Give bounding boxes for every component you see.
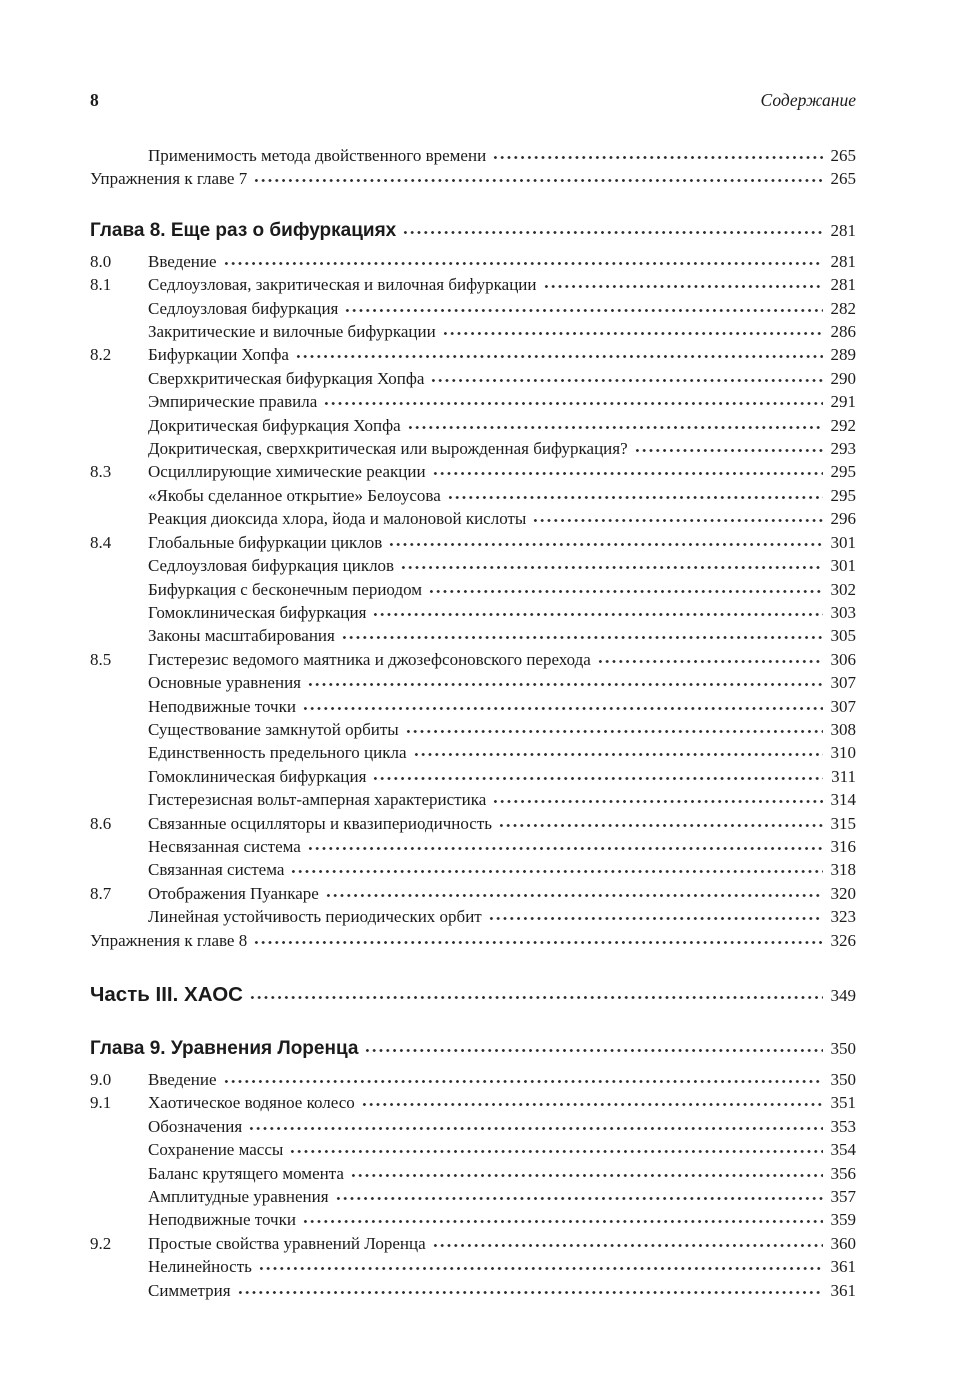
- toc-entry: [90, 578, 856, 601]
- toc-entry: [90, 484, 856, 507]
- toc-entry: [90, 1091, 856, 1114]
- toc-entry-page: 295: [830, 485, 856, 505]
- toc-entry-title: Гомоклиническая бифуркация: [148, 766, 367, 786]
- toc-entry: [90, 648, 856, 671]
- toc-entry: [90, 741, 856, 764]
- toc-entry-title: Бифуркации Хопфа: [148, 345, 289, 365]
- toc-entry-title: «Якобы сделанное открытие» Белоусова: [148, 485, 441, 505]
- toc-entry-title: Неподвижные точки: [148, 696, 296, 716]
- toc-entry-page: 281: [830, 251, 856, 271]
- toc-entry-title: Осциллирующие химические реакции: [148, 462, 426, 482]
- toc-entry-title: Единственность предельного цикла: [148, 743, 407, 763]
- toc-entry-page: 360: [830, 1233, 856, 1253]
- toc-entry-page: 361: [830, 1257, 856, 1277]
- toc-entry-number: 9.1: [90, 1093, 112, 1113]
- toc-entry-page: 326: [830, 930, 856, 950]
- toc-entry: [90, 1068, 856, 1091]
- toc-entry-title: Часть III. ХАОС: [90, 983, 243, 1006]
- dotted-leader: [322, 394, 823, 407]
- dotted-leader: [236, 1283, 823, 1296]
- toc-entry-page: 323: [830, 907, 856, 927]
- toc-entry-title: Глобальные бифуркации циклов: [148, 532, 383, 552]
- dotted-leader: [491, 792, 823, 805]
- dotted-leader: [487, 909, 823, 922]
- toc-entry-page: 315: [830, 813, 856, 833]
- toc-entry: [90, 981, 856, 1009]
- toc-entry: [90, 765, 856, 788]
- toc-entry: [90, 601, 856, 624]
- toc-entry: [90, 1279, 856, 1302]
- toc-entry-page: 350: [830, 1070, 856, 1089]
- toc-entry: [90, 273, 856, 296]
- dotted-leader: [247, 1119, 823, 1132]
- toc-entry-title: Неподвижные точки: [148, 1210, 296, 1230]
- dotted-leader: [371, 769, 823, 782]
- toc-entry-number: 8.4: [90, 532, 112, 552]
- dotted-leader: [252, 171, 823, 184]
- toc-entry-page: 359: [830, 1210, 856, 1230]
- toc-entry-number: 8.7: [90, 883, 112, 903]
- dotted-leader: [497, 816, 823, 829]
- toc-entry: [90, 167, 856, 190]
- toc-entry: [90, 695, 856, 718]
- toc-entry: [90, 390, 856, 413]
- dotted-leader: [289, 862, 823, 875]
- toc-entry: [90, 718, 856, 741]
- toc-entry-page: 290: [830, 368, 856, 388]
- dotted-leader: [343, 301, 823, 314]
- toc-entry-page: 306: [830, 649, 856, 669]
- toc-entry-title: Седлоузловая бифуркация: [148, 298, 339, 318]
- dotted-leader: [446, 488, 823, 501]
- toc-entry-title: Гомоклиническая бифуркация: [148, 602, 367, 622]
- dotted-leader: [404, 722, 823, 735]
- toc-entry-title: Реакция диоксида хлора, йода и малоновой кислоты: [148, 509, 527, 529]
- toc-entry-title: Гистерезис ведомого маятника и джозефсоновского перехода: [148, 649, 591, 669]
- toc-entry: [90, 218, 856, 244]
- toc-entry: [90, 929, 856, 952]
- toc-entry-page: 295: [830, 462, 856, 482]
- running-title: Содержание: [760, 90, 856, 110]
- toc-entry-page: 307: [830, 696, 856, 716]
- toc-entry-title: Седлоузловая, закритическая и вилочная бифуркации: [148, 275, 537, 295]
- toc-entry-title: Линейная устойчивость периодических орбит: [148, 907, 482, 927]
- toc-entry-title: Простые свойства уравнений Лоренца: [148, 1233, 426, 1253]
- toc-entry-page: 316: [830, 836, 856, 856]
- toc-list: [90, 144, 856, 1302]
- toc-entry-title: Глава 8. Еще раз о бифуркациях: [90, 219, 397, 241]
- toc-entry-number: 8.3: [90, 462, 112, 482]
- toc-entry-number: 8.5: [90, 649, 112, 669]
- toc-entry-page: 308: [830, 719, 856, 739]
- dotted-leader: [399, 558, 823, 571]
- toc-entry: [90, 1036, 856, 1062]
- toc-entry: [90, 144, 856, 167]
- dotted-leader: [222, 1072, 823, 1085]
- toc-entry-page: 356: [830, 1163, 856, 1183]
- toc-entry: [90, 320, 856, 343]
- toc-entry-page: 265: [830, 146, 856, 165]
- toc-entry-page: 318: [830, 860, 856, 880]
- toc-entry-title: Введение: [148, 1070, 217, 1089]
- toc-entry-title: Обозначения: [148, 1116, 243, 1136]
- dotted-leader: [363, 1041, 823, 1054]
- toc-entry: [90, 414, 856, 437]
- dotted-leader: [248, 988, 823, 1001]
- dotted-leader: [252, 933, 823, 946]
- toc-entry: [90, 297, 856, 320]
- toc-entry-page: 357: [830, 1187, 856, 1207]
- toc-entry-title: Закритические и вилочные бифуркации: [148, 322, 436, 342]
- toc-entry: [90, 1232, 856, 1255]
- toc-entry-title: Отображения Пуанкаре: [148, 883, 319, 903]
- dotted-leader: [294, 347, 823, 360]
- toc-entry-title: Хаотическое водяное колесо: [148, 1093, 355, 1113]
- toc-entry: [90, 882, 856, 905]
- toc-entry-page: 301: [830, 556, 856, 576]
- toc-entry: [90, 343, 856, 366]
- toc-entry-page: 314: [830, 790, 856, 810]
- toc-entry-title: Несвязанная система: [148, 836, 301, 856]
- toc-entry-title: Связанная система: [148, 860, 285, 880]
- dotted-leader: [222, 254, 823, 267]
- dotted-leader: [301, 1212, 823, 1225]
- toc-entry: [90, 460, 856, 483]
- toc-entry-page: 302: [830, 579, 856, 599]
- toc-entry-title: Связанные осцилляторы и квазипериодичность: [148, 813, 493, 833]
- toc-entry: [90, 671, 856, 694]
- toc-entry-page: 286: [830, 322, 856, 342]
- toc-entry-number: 8.6: [90, 813, 112, 833]
- toc-entry-page: 289: [830, 345, 856, 365]
- toc-entry-page: 307: [830, 673, 856, 693]
- dotted-leader: [431, 464, 823, 477]
- toc-entry: [90, 437, 856, 460]
- toc-entry-title: Нелинейность: [148, 1257, 252, 1277]
- toc-entry-page: 305: [830, 626, 856, 646]
- dotted-leader: [324, 886, 823, 899]
- toc-entry-title: Введение: [148, 251, 217, 271]
- toc-entry-title: Сверхкритическая бифуркация Хопфа: [148, 368, 425, 388]
- toc-entry: [90, 367, 856, 390]
- dotted-leader: [349, 1166, 823, 1179]
- toc-entry-page: 320: [830, 883, 856, 903]
- toc-entry-page: 281: [830, 275, 856, 295]
- toc-entry: [90, 507, 856, 530]
- toc-entry-title: Докритическая, сверхкритическая или вырожденная бифуркация?: [148, 439, 628, 459]
- toc-entry-page: 282: [830, 298, 856, 318]
- toc-entry-title: Основные уравнения: [148, 673, 301, 693]
- toc-entry: [90, 858, 856, 881]
- toc-entry-page: 293: [830, 439, 856, 459]
- toc-entry: [90, 788, 856, 811]
- dotted-leader: [371, 605, 823, 618]
- toc-entry-title: Применимость метода двойственного времени: [148, 146, 487, 165]
- toc-entry-number: 9.0: [90, 1070, 112, 1089]
- toc-entry: [90, 531, 856, 554]
- dotted-leader: [531, 511, 823, 524]
- toc-entry-title: Эмпирические правила: [148, 392, 318, 412]
- page-number: 8: [90, 90, 99, 110]
- dotted-leader: [406, 418, 823, 431]
- dotted-leader: [387, 535, 823, 548]
- toc-entry-title: Упражнения к главе 7: [90, 169, 248, 189]
- toc-entry: [90, 1185, 856, 1208]
- dotted-leader: [340, 628, 823, 641]
- dotted-leader: [301, 699, 823, 712]
- dotted-leader: [334, 1189, 823, 1202]
- dotted-leader: [288, 1142, 823, 1155]
- toc-entry-page: 311: [831, 766, 856, 786]
- dotted-leader: [633, 441, 823, 454]
- dotted-leader: [429, 371, 823, 384]
- toc-entry-title: Амплитудные уравнения: [148, 1187, 329, 1207]
- toc-entry-page: 292: [830, 415, 856, 435]
- toc-entry-title: Глава 9. Уравнения Лоренца: [90, 1038, 359, 1059]
- toc-entry-number: 8.0: [90, 251, 112, 271]
- toc-entry-number: 8.1: [90, 275, 112, 295]
- toc-entry-page: 351: [830, 1093, 856, 1113]
- toc-entry-number: 9.2: [90, 1233, 112, 1253]
- toc-entry-page: 361: [830, 1280, 856, 1300]
- toc-entry-page: 291: [830, 392, 856, 412]
- toc-entry-title: Баланс крутящего момента: [148, 1163, 344, 1183]
- toc-entry-page: 350: [830, 1039, 856, 1058]
- toc-entry-page: 281: [830, 220, 856, 240]
- toc-entry: [90, 1208, 856, 1231]
- toc-entry: [90, 624, 856, 647]
- dotted-leader: [360, 1095, 823, 1108]
- toc-entry-page: 354: [830, 1140, 856, 1160]
- toc-entry-title: Упражнения к главе 8: [90, 930, 248, 950]
- dotted-leader: [401, 223, 823, 236]
- dotted-leader: [542, 277, 823, 290]
- toc-entry: [90, 1115, 856, 1138]
- toc-entry-page: 310: [830, 743, 856, 763]
- toc-entry: [90, 905, 856, 928]
- toc-entry-title: Докритическая бифуркация Хопфа: [148, 415, 401, 435]
- toc-entry: [90, 1255, 856, 1278]
- dotted-leader: [431, 1236, 823, 1249]
- toc-entry-title: Симметрия: [148, 1280, 231, 1300]
- toc-entry-page: 301: [830, 532, 856, 552]
- page-header: [90, 88, 856, 112]
- toc-entry: [90, 1138, 856, 1161]
- dotted-leader: [427, 582, 823, 595]
- toc-entry-page: 296: [830, 509, 856, 529]
- toc-entry: [90, 250, 856, 273]
- dotted-leader: [257, 1259, 823, 1272]
- dotted-leader: [596, 652, 823, 665]
- toc-entry-page: 353: [830, 1116, 856, 1136]
- dotted-leader: [491, 148, 823, 161]
- toc-entry-title: Сохранение массы: [148, 1140, 284, 1160]
- toc-entry-page: 349: [830, 986, 856, 1005]
- dotted-leader: [306, 839, 823, 852]
- toc-entry-title: Законы масштабирования: [148, 626, 335, 646]
- toc-entry: [90, 812, 856, 835]
- toc-entry-title: Гистерезисная вольт-амперная характеристика: [148, 790, 487, 810]
- toc-entry: [90, 554, 856, 577]
- dotted-leader: [412, 745, 823, 758]
- toc-entry-title: Седлоузловая бифуркация циклов: [148, 556, 395, 576]
- toc-entry: [90, 835, 856, 858]
- dotted-leader: [306, 675, 823, 688]
- toc-entry-number: 8.2: [90, 345, 112, 365]
- toc-entry-title: Существование замкнутой орбиты: [148, 719, 399, 739]
- toc-entry-title: Бифуркация с бесконечным периодом: [148, 579, 423, 599]
- toc-entry: [90, 1162, 856, 1185]
- toc-entry-page: 265: [830, 169, 856, 189]
- dotted-leader: [441, 324, 823, 337]
- toc-entry-page: 303: [830, 602, 856, 622]
